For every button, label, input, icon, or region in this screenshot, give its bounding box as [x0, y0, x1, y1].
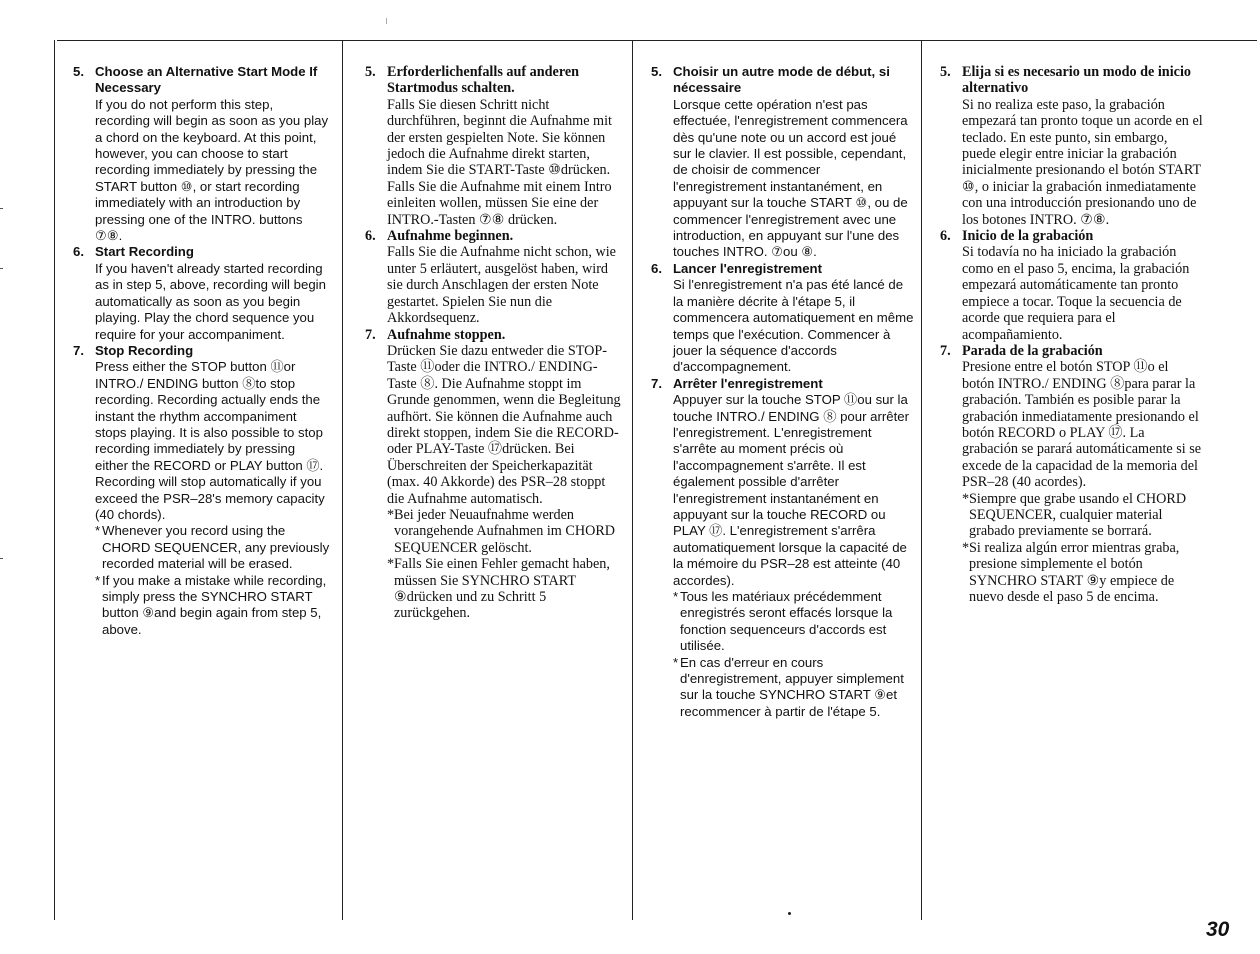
step-body: Si todavía no ha iniciado la grabación como en el paso 5, encima, la grabación empezará automáticamente tan pronto empiece a tocar. Toque la secuencia de acorde que requiera para el acompañamiento. — [962, 244, 1190, 343]
note-spanish-2 — [936, 540, 1203, 606]
step-number: 7. — [940, 342, 951, 359]
step-5-french — [647, 64, 914, 261]
step-heading: Elija si es necesario un modo de inicio alternativo — [962, 64, 1191, 97]
note-text: Tous les matériaux précédemment enregistrés seront effacés lorsque la fonction sequenceurs d'accords est utilisée. — [680, 589, 893, 654]
note-text: En cas d'erreur en cours d'enregistrement, appuyer simplement sur la touche SYNCHRO START ⑨et recommencer à partir de l'étape 5. — [680, 654, 904, 719]
step-7-german — [361, 327, 622, 507]
step-number: 5. — [651, 64, 662, 79]
step-number: 7. — [651, 375, 662, 391]
note-english-1 — [69, 523, 330, 572]
step-number: 6. — [940, 228, 951, 245]
stray-dot — [788, 912, 791, 915]
note-text: Si realiza algún error mientras graba, presione simplemente el botón SYNCHRO START ⑨y empiece de nuevo desde el paso 5 de encima. — [969, 539, 1180, 605]
step-heading: Parada de la grabación — [962, 342, 1103, 359]
step-6-german — [361, 228, 622, 326]
step-heading: Choose an Alternative Start Mode If Necessary — [95, 64, 318, 96]
step-heading: Arrêter l'enregistrement — [673, 375, 823, 391]
note-spanish-1 — [936, 491, 1203, 540]
step-heading: Aufnahme stoppen. — [387, 326, 506, 343]
scan-mark — [386, 18, 387, 24]
bullet-asterisk: * — [387, 506, 395, 523]
step-6-english — [69, 244, 330, 342]
step-heading: Lancer l'enregistrement — [673, 260, 822, 276]
step-body: Falls Sie die Aufnahme nicht schon, wie unter 5 erläutert, ausgelöst haben, wird sie durch Anschlagen der ersten Note gestartet. Spielen Sie nun die Akkordsequenz. — [387, 244, 616, 327]
step-number: 7. — [365, 326, 376, 343]
column-english-content — [69, 64, 330, 638]
step-5-spanish — [936, 64, 1203, 228]
note-german-2 — [361, 556, 622, 622]
step-number: 6. — [651, 260, 662, 276]
note-english-2 — [69, 573, 330, 639]
note-french-1 — [647, 589, 914, 655]
column-german — [342, 40, 630, 920]
column-spanish-content — [936, 64, 1203, 605]
note-text: If you make a mistake while recording, simply press the SYNCHRO START button ⑨and begin again from step 5, above. — [102, 572, 327, 637]
step-heading: Start Recording — [95, 244, 194, 260]
step-number: 6. — [73, 244, 84, 260]
step-heading: Inicio de la grabación — [962, 228, 1094, 245]
bullet-asterisk: * — [673, 589, 679, 604]
column-german-content — [361, 64, 622, 622]
edge-mark — [0, 208, 3, 209]
bullet-asterisk: * — [962, 539, 970, 556]
bullet-asterisk: * — [95, 572, 101, 588]
step-7-french — [647, 376, 914, 589]
bullet-asterisk: * — [962, 490, 970, 507]
note-text: Siempre que grabe usando el CHORD SEQUENCER, cualquier material grabado previamente se borrará. — [969, 490, 1187, 540]
column-french-content — [647, 64, 914, 720]
step-body: Falls Sie diesen Schritt nicht durchführen, beginnt die Aufnahme mit der ersten gespielten Note. Sie können jedoch die Aufnahme direkt starten, indem Sie die START-Taste ⑩drücken. Falls Sie die Aufnahme mit einem Intro einleiten wollen, müssen Sie eine der INTRO.-Tasten ⑦⑧ drücken. — [387, 96, 612, 228]
step-body: Si no realiza este paso, la grabación empezará tan pronto toque un acorde en el teclado. En este punto, sin embargo, puede elegir entre iniciar la grabación inicialmente presionando el botón START ⑩, o iniciar la grabación inmediatamente con una introducción presionando uno de los botones INTRO. ⑦⑧. — [962, 96, 1203, 228]
column-english — [54, 40, 342, 920]
step-number: 6. — [365, 228, 376, 245]
bullet-asterisk: * — [673, 654, 679, 670]
step-6-french — [647, 261, 914, 376]
page-number: 30 — [1206, 918, 1230, 941]
column-spanish — [921, 40, 1211, 920]
step-body: Appuyer sur la touche STOP ⑪ou sur la touche INTRO./ ENDING ⑧ pour arrêter l'enregistrement. L'enregistrement s'arrête au moment précis où l'accompagnement s'arrête. Il est également possible d'arrêter l'enregistrement instantanément en appuyant sur la touche RECORD ou PLAY ⑰. L'enregistrement s'arrêra automatiquement lorsque la capacité de la mémoire du PSR–28 est atteinte (40 accordes). — [673, 392, 909, 588]
step-number: 5. — [73, 64, 84, 79]
step-body: Press either the STOP button ⑪or INTRO./ ENDING button ⑧to stop recording. Recording actually ends the instant the rhythm accompaniment stops playing. It is also possible to stop recording immediately by pressing either the RECORD or PLAY button ⑰. Recording will stop automatically if you exceed the PSR–28's memory capacity (40 chords). — [95, 359, 325, 522]
bullet-asterisk: * — [95, 523, 101, 539]
step-number: 5. — [940, 64, 951, 80]
step-number: 7. — [73, 342, 84, 358]
edge-mark — [0, 268, 3, 269]
note-text: Bei jeder Neuaufnahme werden vorangehende Aufnahmen im CHORD SEQUENCER gelöscht. — [394, 506, 616, 556]
bullet-asterisk: * — [387, 556, 395, 573]
note-german-1 — [361, 507, 622, 556]
column-french — [632, 40, 922, 920]
step-body: Si l'enregistrement n'a pas été lancé de la manière décrite à l'étape 5, il commencera automatiquement en même temps que l'exécution. Commencer à jouer la séquence d'accords d'accompagnement. — [673, 277, 914, 375]
step-5-english — [69, 64, 330, 244]
step-heading: Aufnahme beginnen. — [387, 228, 514, 245]
step-number: 5. — [365, 64, 376, 80]
step-body: Presione entre el botón STOP ⑪o el botón INTRO./ ENDING ⑧para parar la grabación. También es posible parar la grabación inmediatamente presionando el botón RECORD o PLAY ⑰. La grabación se parará automáticamente si se excede de la capacidad de la memoria del PSR–28 (40 acordes). — [962, 359, 1202, 491]
step-body: Lorsque cette opération n'est pas effectuée, l'enregistrement commencera dès qu'une note ou un accord est joué sur le clavier. Il est possible, cependant, de choisir de commencer l'enregistrement instantanément, en appuyant sur la touche START ⑩, ou de commencer l'enregistrement avec une introduction, en appuyant sur l'une des touches INTRO. ⑦ou ⑧. — [673, 96, 908, 260]
note-text: Whenever you record using the CHORD SEQUENCER, any previously recorded material will be erased. — [102, 523, 330, 572]
edge-mark — [0, 558, 3, 559]
step-6-spanish — [936, 228, 1203, 343]
step-heading: Stop Recording — [95, 342, 194, 358]
step-7-english — [69, 343, 330, 523]
step-heading: Erforderlichenfalls auf anderen Startmodus schalten. — [387, 64, 580, 97]
step-7-spanish — [936, 343, 1203, 491]
step-5-german — [361, 64, 622, 228]
step-body: If you do not perform this step, recording will begin as soon as you play a chord on the keyboard. At this point, however, you can choose to start recording immediately by pressing the START button ⑩, or start recording immediately with an introduction by pressing one of the INTRO. buttons ⑦⑧. — [95, 96, 329, 244]
step-heading: Choisir un autre mode de début, si nécessaire — [673, 64, 890, 96]
step-body: Drücken Sie dazu entweder die STOP-Taste ⑪oder die INTRO./ ENDING-Taste ⑧. Die Aufnahme stoppt im Grunde genommen, wenn die Begleitung aufhört. Sie können die Aufnahme auch direkt stoppen, indem Sie die RECORD- oder PLAY-Taste ⑰drücken. Bei Überschreiten der Speicherkapazität (max. 40 Akkorde) des PSR–28 stoppt die Aufnahme automatisch. — [387, 342, 621, 507]
note-text: Falls Sie einen Fehler gemacht haben, müssen Sie SYNCHRO START ⑨drücken und zu Schritt 5 zurückgehen. — [394, 556, 610, 622]
note-french-2 — [647, 655, 914, 721]
step-body: If you haven't already started recording as in step 5, above, recording will begin automatically as soon as you begin playing. Play the chord sequence you require for your accompaniment. — [95, 260, 326, 342]
